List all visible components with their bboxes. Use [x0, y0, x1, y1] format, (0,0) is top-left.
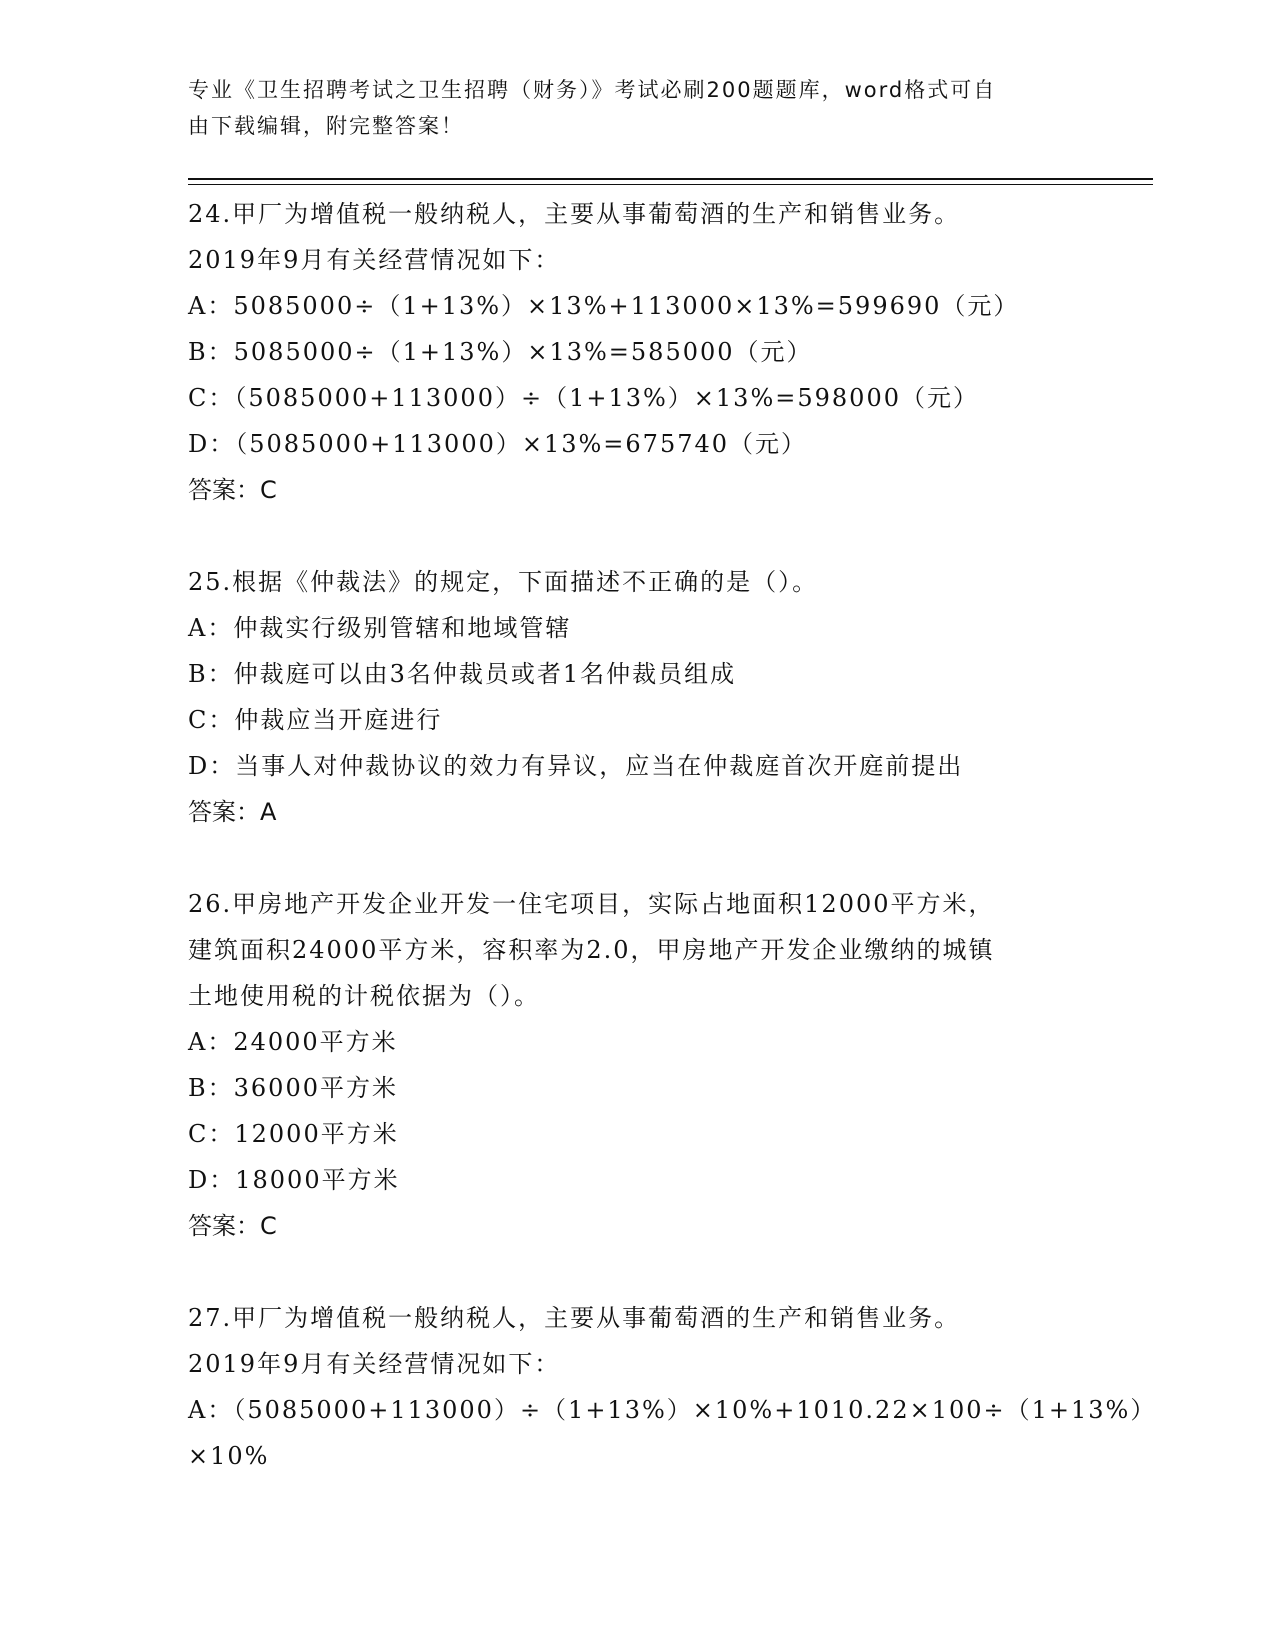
header-line-1: 专业《卫生招聘考试之卫生招聘（财务）》考试必刷200题题库，word格式可自: [188, 78, 997, 102]
question-26: [188, 881, 1088, 1249]
question-spacer: [188, 1249, 1088, 1295]
question-spacer: [188, 835, 1088, 881]
question-stem: 26.甲房地产开发企业开发一住宅项目，实际占地面积12000平方米，: [188, 890, 995, 918]
question-spacer: [188, 513, 1088, 559]
option-c: C：仲裁应当开庭进行: [188, 706, 443, 734]
header-divider-thin: [188, 184, 1153, 185]
document-header: [188, 72, 1088, 144]
header-line-2: 由下载编辑，附完整答案！: [188, 114, 464, 138]
header-divider-thick: [188, 178, 1153, 180]
question-stem: 2019年9月有关经营情况如下：: [188, 246, 561, 274]
question-stem: 建筑面积24000平方米，容积率为2.0，甲房地产开发企业缴纳的城镇: [188, 936, 995, 964]
option-a-continued: ×10%: [188, 1442, 270, 1470]
option-b: B：5085000÷（1+13%）×13%=585000（元）: [188, 338, 813, 366]
answer-line: 答案：C: [188, 476, 277, 504]
option-d: D：当事人对仲裁协议的效力有异议，应当在仲裁庭首次开庭前提出: [188, 752, 964, 780]
question-stem: 24.甲厂为增值税一般纳税人，主要从事葡萄酒的生产和销售业务。: [188, 200, 961, 228]
option-b: B：仲裁庭可以由3名仲裁员或者1名仲裁员组成: [188, 660, 737, 688]
option-c: C：12000平方米: [188, 1120, 399, 1148]
option-b: B：36000平方米: [188, 1074, 398, 1102]
question-25: [188, 559, 1088, 835]
option-a: A：5085000÷（1+13%）×13%+113000×13%=599690（元）: [188, 292, 1020, 320]
question-stem: 27.甲厂为增值税一般纳税人，主要从事葡萄酒的生产和销售业务。: [188, 1304, 961, 1332]
option-a: A：（5085000+113000）÷（1+13%）×10%+1010.22×100÷（1+13%）: [188, 1396, 1157, 1424]
question-stem: 土地使用税的计税依据为（）。: [188, 982, 540, 1010]
option-a: A：仲裁实行级别管辖和地域管辖: [188, 614, 572, 642]
question-stem: 2019年9月有关经营情况如下：: [188, 1350, 561, 1378]
question-stem: 25.根据《仲裁法》的规定，下面描述不正确的是（）。: [188, 568, 819, 596]
question-27: [188, 1295, 1157, 1479]
question-24: [188, 191, 1088, 513]
option-d: D：18000平方米: [188, 1166, 400, 1194]
option-c: C：（5085000+113000）÷（1+13%）×13%=598000（元）: [188, 384, 979, 412]
question-list: [188, 191, 1157, 1479]
answer-line: 答案：A: [188, 798, 277, 826]
answer-line: 答案：C: [188, 1212, 277, 1240]
option-a: A：24000平方米: [188, 1028, 398, 1056]
option-d: D：（5085000+113000）×13%=675740（元）: [188, 430, 808, 458]
